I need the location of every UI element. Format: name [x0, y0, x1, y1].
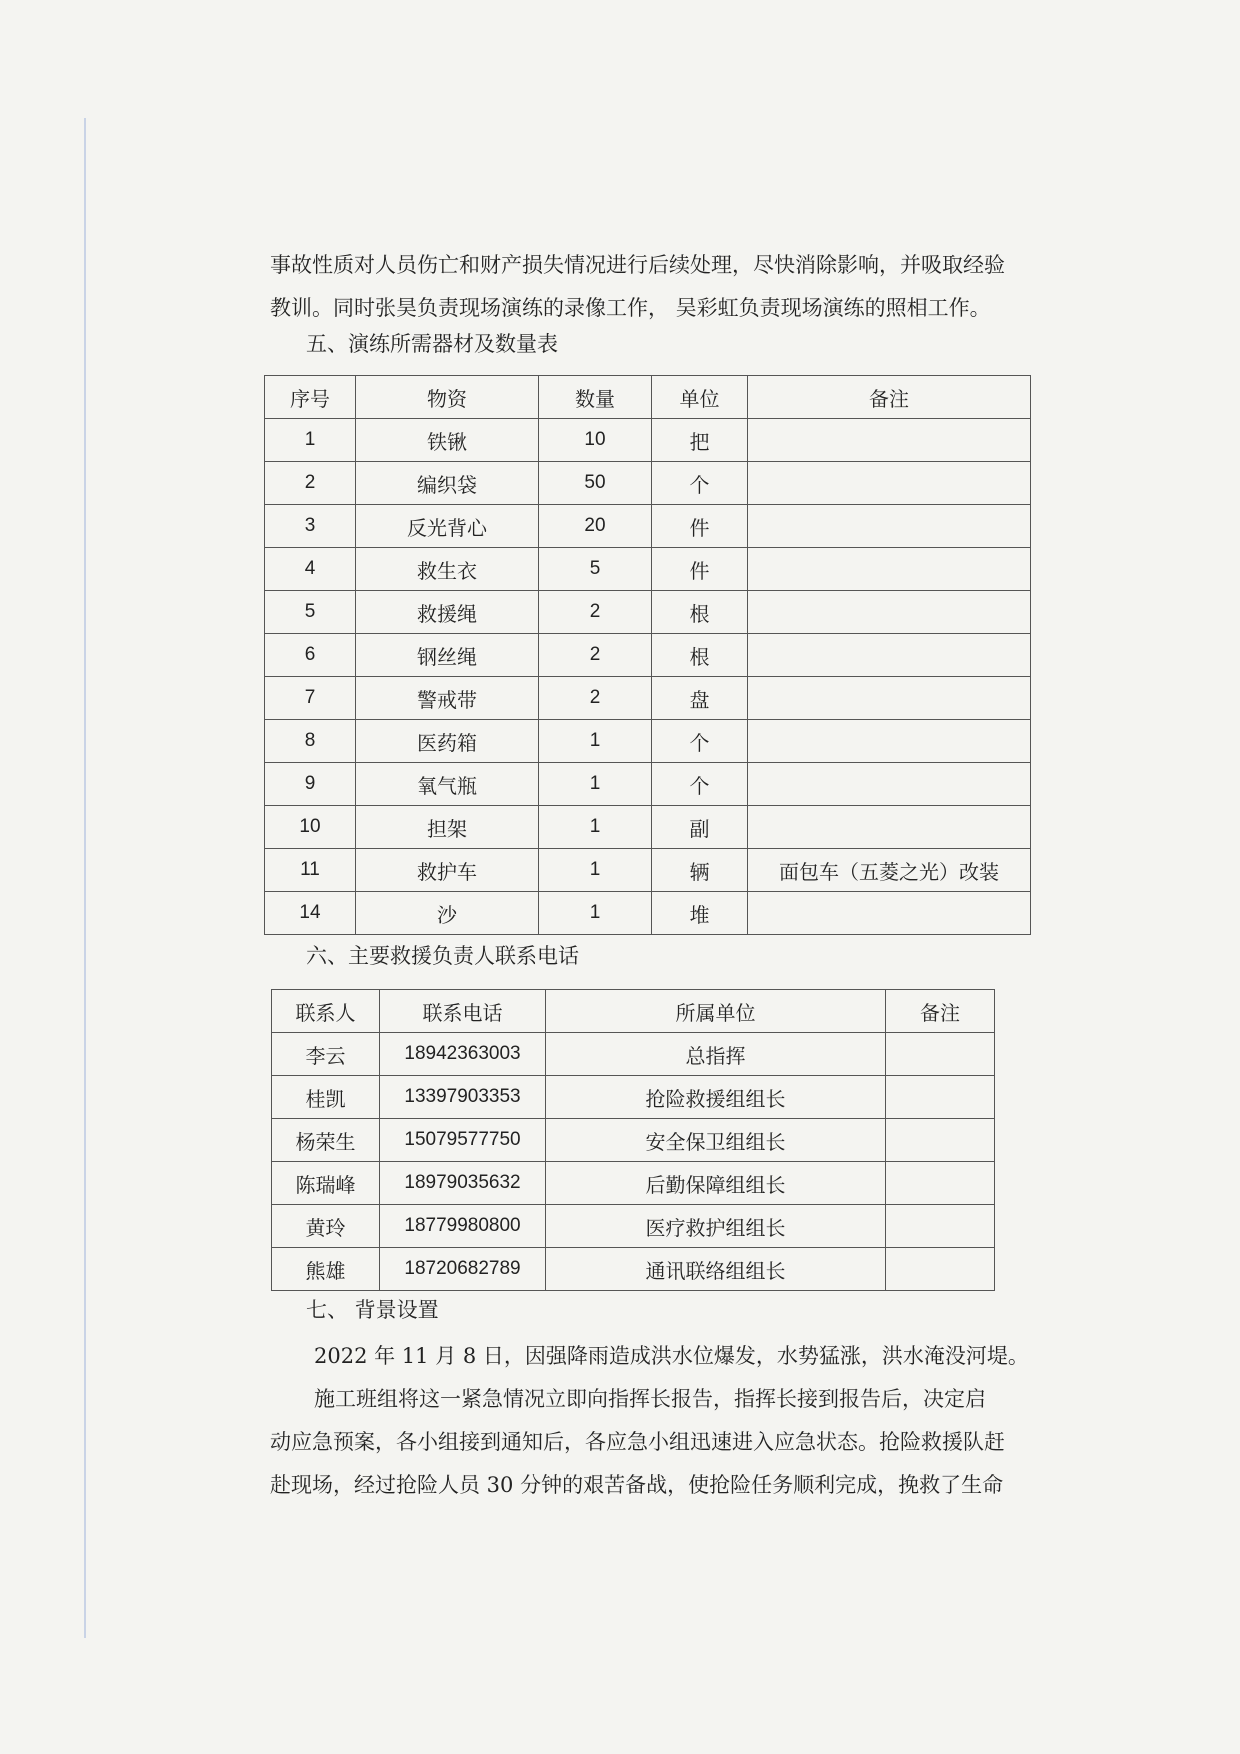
materials-table	[264, 375, 1031, 935]
table-cell: 救护车	[356, 849, 539, 892]
table-cell: 18979035632	[380, 1162, 546, 1205]
paragraph-line: 施工班组将这一紧急情况立即向指挥长报告，指挥长接到报告后，决定启	[314, 1387, 986, 1411]
table-cell	[748, 505, 1031, 548]
table-row	[265, 548, 1031, 591]
table-row	[272, 1119, 995, 1162]
table-row	[265, 806, 1031, 849]
table-cell: 个	[652, 462, 748, 505]
table-cell: 2	[265, 462, 356, 505]
table-cell: 救援绳	[356, 591, 539, 634]
table-cell: 总指挥	[546, 1033, 886, 1076]
table-row	[265, 634, 1031, 677]
table-cell: 陈瑞峰	[272, 1162, 380, 1205]
column-header: 数量	[539, 376, 652, 419]
table-cell: 5	[265, 591, 356, 634]
table-row	[272, 1205, 995, 1248]
table-cell: 编织袋	[356, 462, 539, 505]
table-cell: 医疗救护组组长	[546, 1205, 886, 1248]
table-cell: 5	[539, 548, 652, 591]
contacts-table	[271, 989, 995, 1291]
table-row	[265, 763, 1031, 806]
table-cell: 6	[265, 634, 356, 677]
column-header: 所属单位	[546, 990, 886, 1033]
table-cell: 2	[539, 634, 652, 677]
table-cell: 10	[265, 806, 356, 849]
table-row	[265, 849, 1031, 892]
table-cell: 黄玲	[272, 1205, 380, 1248]
table-row	[265, 591, 1031, 634]
table-row	[272, 1033, 995, 1076]
table-cell: 医药箱	[356, 720, 539, 763]
table-cell: 9	[265, 763, 356, 806]
table-row	[265, 462, 1031, 505]
paragraph-line: 赴现场，经过抢险人员 30 分钟的艰苦备战，使抢险任务顺利完成，挽救了生命	[270, 1473, 1004, 1497]
section-heading-materials: 五、演练所需器材及数量表	[306, 332, 558, 356]
table-cell: 面包车（五菱之光）改装	[748, 849, 1031, 892]
table-cell: 把	[652, 419, 748, 462]
table-cell: 救生衣	[356, 548, 539, 591]
table-cell: 1	[539, 892, 652, 935]
table-cell: 个	[652, 763, 748, 806]
table-cell: 堆	[652, 892, 748, 935]
table-cell: 50	[539, 462, 652, 505]
column-header: 联系电话	[380, 990, 546, 1033]
table-row	[265, 892, 1031, 935]
table-cell	[886, 1248, 995, 1291]
table-header-row	[272, 990, 995, 1033]
table-cell	[748, 634, 1031, 677]
column-header: 联系人	[272, 990, 380, 1033]
table-cell	[886, 1033, 995, 1076]
table-cell	[748, 419, 1031, 462]
table-row	[265, 720, 1031, 763]
table-cell: 根	[652, 634, 748, 677]
table-cell	[748, 720, 1031, 763]
table-cell: 个	[652, 720, 748, 763]
table-cell: 13397903353	[380, 1076, 546, 1119]
table-cell	[886, 1162, 995, 1205]
table-cell: 后勤保障组组长	[546, 1162, 886, 1205]
table-cell: 18779980800	[380, 1205, 546, 1248]
table-row	[265, 419, 1031, 462]
table-row	[272, 1248, 995, 1291]
table-cell	[748, 806, 1031, 849]
table-cell: 10	[539, 419, 652, 462]
table-row	[265, 505, 1031, 548]
paragraph-line: 教训。同时张昊负责现场演练的录像工作， 吴彩虹负责现场演练的照相工作。	[270, 296, 991, 320]
table-row	[272, 1076, 995, 1119]
table-cell: 沙	[356, 892, 539, 935]
table-row	[265, 677, 1031, 720]
binding-margin-line	[84, 118, 86, 1638]
table-cell: 3	[265, 505, 356, 548]
section-heading-contacts: 六、主要救援负责人联系电话	[306, 944, 579, 968]
table-cell: 20	[539, 505, 652, 548]
table-cell: 李云	[272, 1033, 380, 1076]
table-cell	[748, 548, 1031, 591]
table-cell: 18720682789	[380, 1248, 546, 1291]
table-cell: 通讯联络组组长	[546, 1248, 886, 1291]
table-cell: 根	[652, 591, 748, 634]
paragraph-line: 2022 年 11 月 8 日，因强降雨造成洪水位爆发，水势猛涨，洪水淹没河堤。	[314, 1344, 1029, 1368]
table-cell	[886, 1076, 995, 1119]
table-cell	[748, 462, 1031, 505]
table-cell: 警戒带	[356, 677, 539, 720]
column-header: 物资	[356, 376, 539, 419]
table-cell: 14	[265, 892, 356, 935]
table-cell: 盘	[652, 677, 748, 720]
table-cell: 反光背心	[356, 505, 539, 548]
section-heading-background: 七、 背景设置	[306, 1298, 439, 1322]
paragraph-line: 动应急预案，各小组接到通知后，各应急小组迅速进入应急状态。抢险救援队赶	[270, 1430, 1005, 1454]
table-cell	[748, 892, 1031, 935]
table-header-row	[265, 376, 1031, 419]
column-header: 备注	[748, 376, 1031, 419]
table-cell: 件	[652, 505, 748, 548]
table-cell: 抢险救援组组长	[546, 1076, 886, 1119]
table-cell: 15079577750	[380, 1119, 546, 1162]
table-cell: 钢丝绳	[356, 634, 539, 677]
table-cell: 2	[539, 591, 652, 634]
table-cell: 1	[539, 849, 652, 892]
column-header: 单位	[652, 376, 748, 419]
table-cell: 桂凯	[272, 1076, 380, 1119]
table-cell	[886, 1119, 995, 1162]
table-cell	[748, 763, 1031, 806]
table-cell: 4	[265, 548, 356, 591]
table-cell	[748, 591, 1031, 634]
table-cell: 副	[652, 806, 748, 849]
table-cell	[886, 1205, 995, 1248]
table-cell: 2	[539, 677, 652, 720]
paragraph-line: 事故性质对人员伤亡和财产损失情况进行后续处理，尽快消除影响，并吸取经验	[270, 253, 1005, 277]
table-cell: 铁锹	[356, 419, 539, 462]
column-header: 序号	[265, 376, 356, 419]
table-cell: 安全保卫组组长	[546, 1119, 886, 1162]
table-cell: 辆	[652, 849, 748, 892]
table-cell: 担架	[356, 806, 539, 849]
table-cell: 11	[265, 849, 356, 892]
table-cell: 熊雄	[272, 1248, 380, 1291]
table-cell: 8	[265, 720, 356, 763]
column-header: 备注	[886, 990, 995, 1033]
table-row	[272, 1162, 995, 1205]
table-cell	[748, 677, 1031, 720]
table-cell: 7	[265, 677, 356, 720]
table-cell: 1	[265, 419, 356, 462]
table-cell: 1	[539, 763, 652, 806]
table-cell: 氧气瓶	[356, 763, 539, 806]
table-cell: 件	[652, 548, 748, 591]
table-cell: 18942363003	[380, 1033, 546, 1076]
table-cell: 1	[539, 806, 652, 849]
table-cell: 杨荣生	[272, 1119, 380, 1162]
table-cell: 1	[539, 720, 652, 763]
